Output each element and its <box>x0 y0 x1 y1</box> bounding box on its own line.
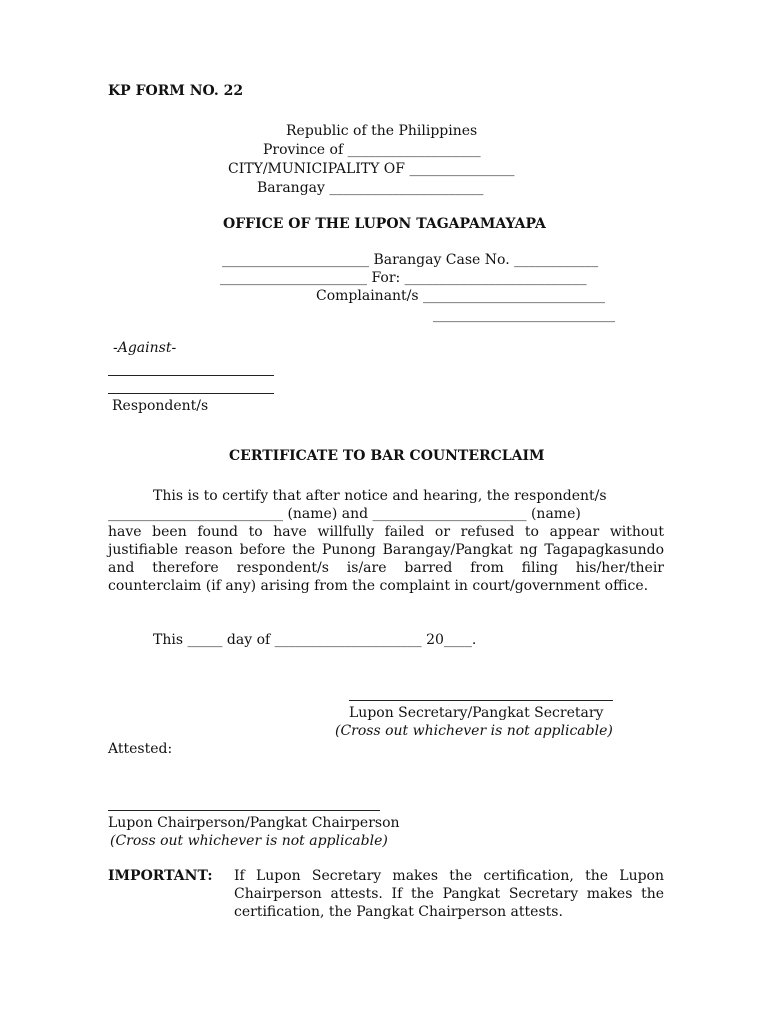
secretary-signature-line <box>349 700 613 701</box>
against-label: -Against- <box>113 340 177 356</box>
body-paragraph: have been found to have willfully failed or refused to appear without justifiable reason before the Punong Barangay/Pangkat ng Tagapagkasundo and therefore respondent/s is/are barred from filing his/her/their counterclaim (if any) arising from the complaint in court/government office. <box>108 524 664 594</box>
important-text: If Lupon Secretary makes the certification, the Lupon Chairperson attests. If the Pangkat Secretary makes the certification, the Pangkat Chairperson attests. <box>234 868 664 920</box>
certificate-title: CERTIFICATE TO BAR COUNTERCLAIM <box>229 448 545 464</box>
form-number: KP FORM NO. 22 <box>108 83 244 99</box>
body-line-1: This is to certify that after notice and hearing, the respondent/s <box>153 488 607 504</box>
header-province: Province of ___________________ <box>263 142 481 158</box>
secretary-title: Lupon Secretary/Pangkat Secretary <box>349 705 604 721</box>
chairperson-note: (Cross out whichever is not applicable) <box>110 833 388 849</box>
secretary-note: (Cross out whichever is not applicable) <box>335 723 613 739</box>
office-title: OFFICE OF THE LUPON TAGAPAMAYAPA <box>223 216 546 232</box>
complainant-extra-line: __________________________ <box>433 307 615 323</box>
important-label: IMPORTANT: <box>108 868 213 884</box>
header-barangay: Barangay ______________________ <box>257 180 484 196</box>
body-line-2: _________________________ (name) and ______________________ (name) <box>108 506 581 522</box>
header-republic: Republic of the Philippines <box>286 123 478 139</box>
respondent-line-1 <box>108 375 274 376</box>
respondent-label: Respondent/s <box>112 398 209 414</box>
respondent-line-2 <box>108 393 274 394</box>
case-for-line: _____________________ For: __________________________ <box>220 270 587 286</box>
chairperson-signature-line <box>108 810 380 811</box>
case-number-line: _____________________ Barangay Case No. ____________ <box>222 252 599 268</box>
date-line: This _____ day of _____________________ 20____. <box>153 632 477 648</box>
chairperson-title: Lupon Chairperson/Pangkat Chairperson <box>108 815 400 831</box>
attested-label: Attested: <box>108 741 173 757</box>
complainant-line: Complainant/s __________________________ <box>316 288 606 304</box>
header-city: CITY/MUNICIPALITY OF _______________ <box>228 161 515 177</box>
